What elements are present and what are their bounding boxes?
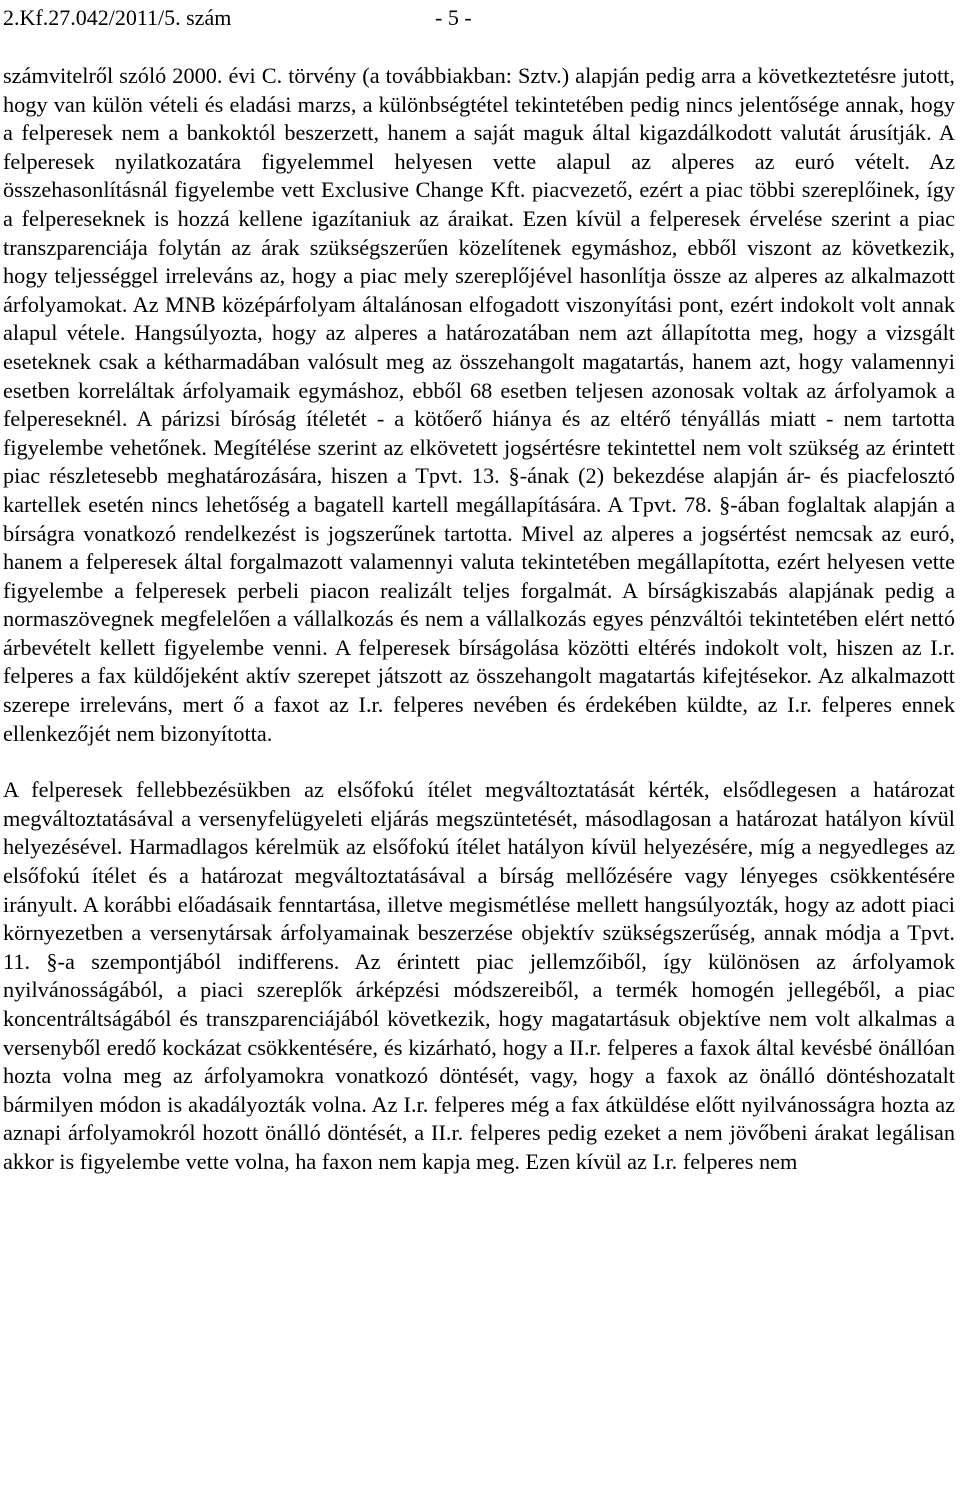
- body-paragraph-2: A felperesek fellebbezésükben az elsőfokú ítélet megváltoztatását kérték, elsődlegesen a határozat megváltoztatásával a versenyfelügyeleti eljárás megszüntetését, másodlagosan a határozat hatályon kívül helyezésével. Harmadlagos kérelmük az elsőfokú ítélet hatályon kívül helyezésére, míg a negyedleges az elsőfokú ítélet és a határozat megváltoztatásával a bírság mellőzésére vagy lényeges csökkentésére irányult. A korábbi előadásaik fenntartása, illetve megismétlése mellett hangsúlyozták, hogy az adott piaci környezetben a versenytársak árfolyamainak beszerzése objektív szükségszerűség, annak módja a Tpvt. 11. §-a szempontjából indifferens. Az érintett piac jellemzőiből, így különösen az árfolyamok nyilvánosságából, a piaci szereplők árképzési módszereiből, a termék homogén jellegéből, a piac koncentráltságából és transzparenciájából következik, hogy magatartásuk objektíve nem volt alkalmas a versenyből eredő kockázat csökkentésére, és kizárható, hogy a II.r. felperes a faxok által kevésbé önállóan hozta volna meg az árfolyamokra vonatkozó döntését, vagy, hogy a faxok az önálló döntéshozatalt bármilyen módon is akadályozták volna. Az I.r. felperes még a fax átküldése előtt nyilvánosságra hozta az aznapi árfolyamokról hozott önálló döntését, a II.r. felperes pedig ezeket a nem jövőbeni árakat legálisan akkor is figyelembe vette volna, ha faxon nem kapja meg. Ezen kívül az I.r. felperes nem: [3, 777, 955, 1174]
- document-page: [3, 0, 955, 1177]
- body-paragraph-1: számvitelről szóló 2000. évi C. törvény (a továbbiakban: Sztv.) alapján pedig arra a következtetésre jutott, hogy van külön vételi és eladási marzs, a különbségtétel tekintetében pedig nincs jelentősége annak, hogy a felperesek nem a bankoktól beszerzett, hanem a saját maguk által kigazdálkodott valutát árusítják. A felperesek nyilatkozatára figyelemmel helyesen vette alapul az alperes az euró vételt. Az összehasonlításnál figyelembe vett Exclusive Change Kft. piacvezető, ezért a piac többi szereplőinek, így a felpereseknek is hozzá kellene igazítaniuk az áraikat. Ezen kívül a felperesek érvelése szerint a piac transzparenciája folytán az árak szükségszerűen közelítenek egymáshoz, ebből viszont az következik, hogy teljességgel irreleváns az, hogy a piac mely szereplőjével hasonlítja össze az alperes az alkalmazott árfolyamokat. Az MNB középárfolyam általánosan elfogadott viszonyítási pont, ezért indokolt volt annak alapul vétele. Hangsúlyozta, hogy az alperes a határozatában nem azt állapította meg, hogy a vizsgált eseteknek csak a kétharmadában valósult meg az összehangolt magatartás, hanem azt, hogy valamennyi esetben korreláltak árfolyamaik egymáshoz, ebből 68 esetben teljesen azonosak voltak az árfolyamok a felpereseknél. A párizsi bíróság ítéletét - a kötőerő hiánya és az eltérő tényállás miatt - nem tartotta figyelembe vehetőnek. Megítélése szerint az elkövetett jogsértésre tekintettel nem volt szükség az érintett piac részletesebb meghatározására, hiszen a Tpvt. 13. §-ának (2) bekezdése alapján ár- és piacfelosztó kartellek esetén nincs lehetőség a bagatell kartell megállapítására. A Tpvt. 78. §-ában foglaltak alapján a bírságra vonatkozó rendelkezést is jogszerűnek tartotta. Mivel az alperes a jogsértést nemcsak az euró, hanem a felperesek által forgalmazott valamennyi valuta tekintetében megállapította, ezért helyesen vette figyelembe a felperesek perbeli piacon realizált teljes forgalmát. A bírságkiszabás alapjának pedig a normaszövegnek megfelelően a vállalkozás és nem a vállalkozás egyes pénzváltói tekintetében elért nettó árbevételt kellett figyelembe venni. A felperesek bírságolása közötti eltérés indokolt volt, hiszen az I.r. felperes a fax küldőjeként aktív szerepet játszott az összehangolt magatartás kifejtésekor. Az alkalmazott szerepe irreleváns, mert ő a faxot az I.r. felperes nevében és érdekében küldte, az I.r. felperes ennek ellenkezőjét nem bizonyította.: [3, 63, 955, 746]
- page-header: [3, 0, 955, 40]
- case-number: 2.Kf.27.042/2011/5. szám: [3, 5, 232, 30]
- page-number: - 5 -: [435, 5, 472, 30]
